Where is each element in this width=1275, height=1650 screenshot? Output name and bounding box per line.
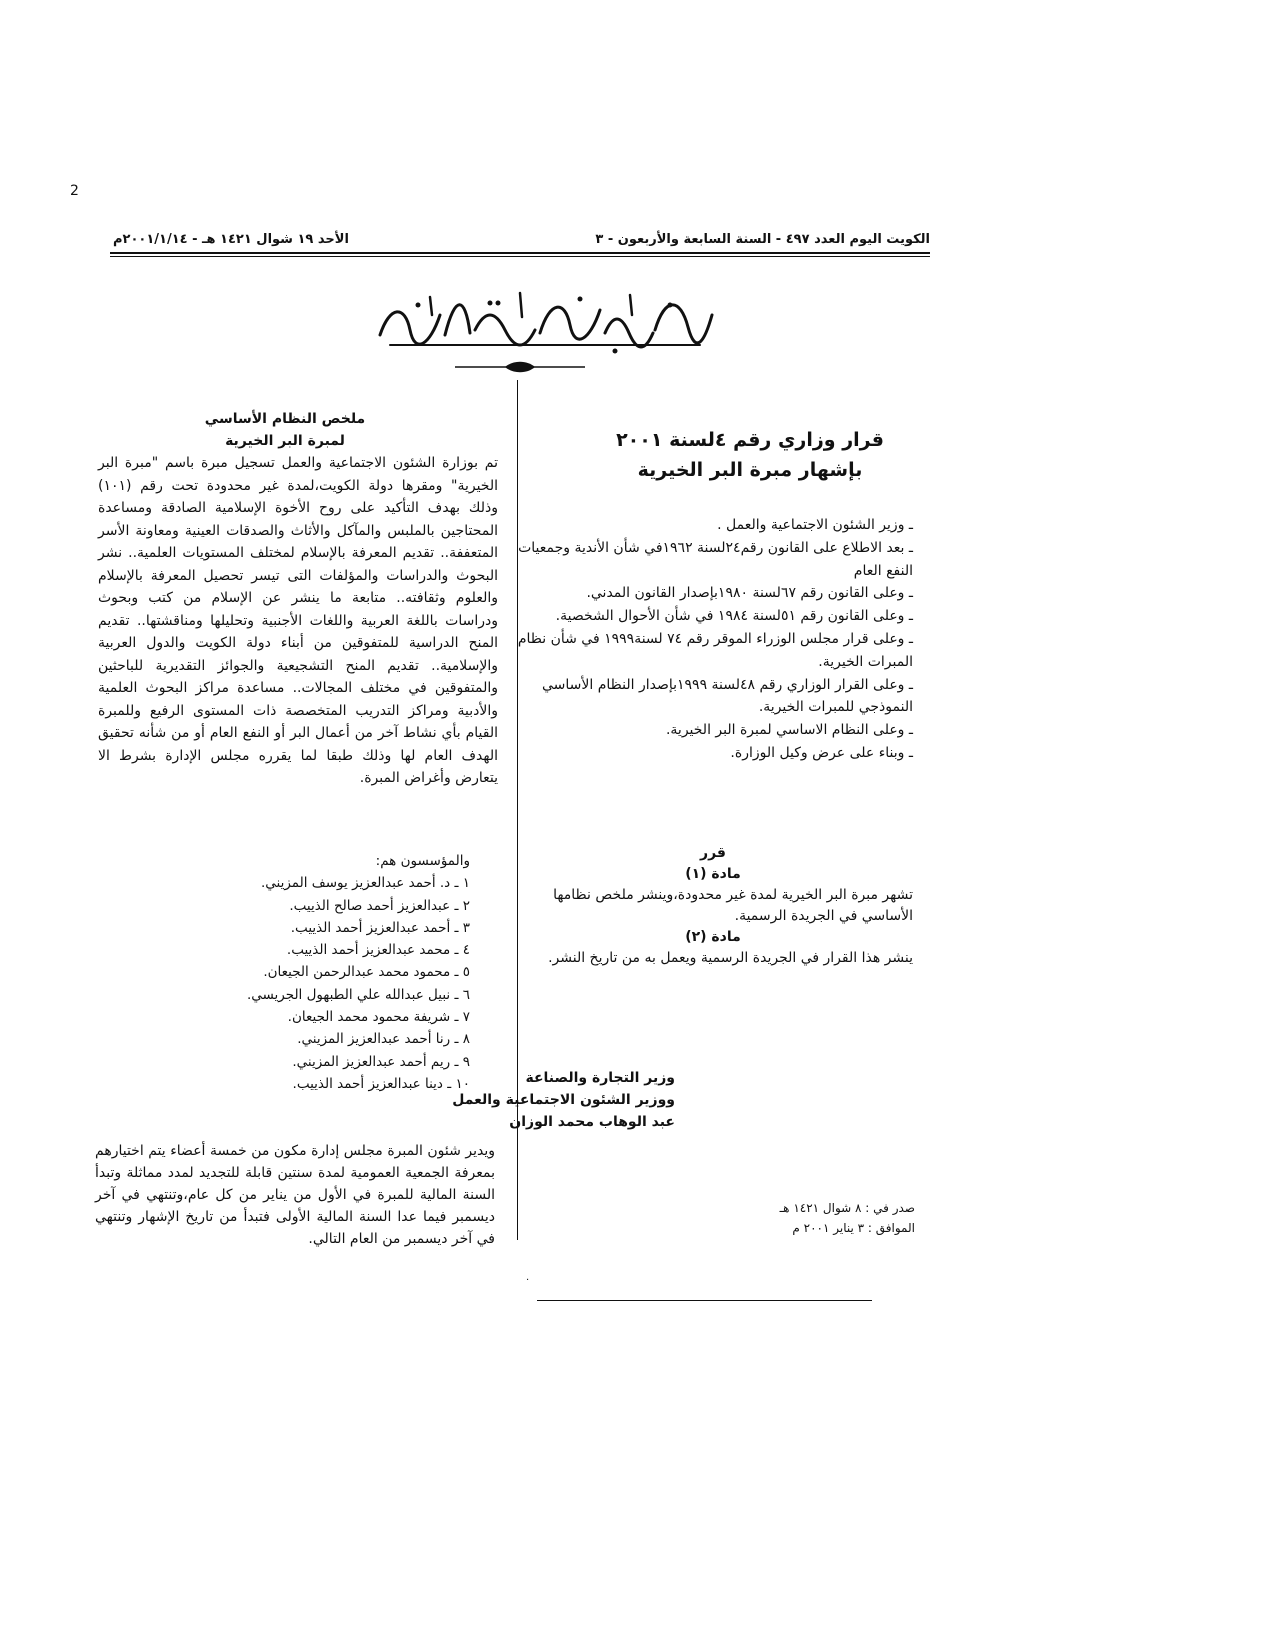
preamble-clause: ـ بعد الاطلاع على القانون رقم٢٤لسنة ١٩٦٢في شأن الأندية وجمعيات النفع العام [518,539,913,579]
decree-preamble [513,514,913,765]
decree-title-line1: قرار وزاري رقم ٤لسنة ٢٠٠١ [616,429,884,451]
decree-title [590,425,910,485]
article2-text: ينشر هذا القرار في الجريدة الرسمية ويعمل به من تاريخ النشر. [548,950,913,966]
decree-title-line2: بإشهار مبرة البر الخيرية [637,459,863,481]
founder-item: ٢ ـ عبدالعزيز أحمد صالح الذييب. [289,897,470,914]
summary-body: تم بوزارة الشئون الاجتماعية والعمل تسجيل مبرة باسم "مبرة البر الخيرية" ومقرها دولة الكويت،لمدة غير محدودة تحت رقم (١٠١) وذلك بهدف التأكيد على روح الأخوة الإسلامية الصادقة ومساعدة المحتاجين بالملبس والمآكل والأثاث والصدقات العينية ومعاونة الأسر المتعففة.. تقديم المعرفة بالإسلام لمختلف المستويات العلمية.. نشر البحوث والدراسات والمؤلفات التى تيسر تحصيل المعرفة بالإسلام والعلوم وثقافته.. متابعة ما ينشر عن الإسلام من كتب وبحوث ودراسات باللغة العربية واللغات الأجنبية وتحليلها ومناقشتها.. تقديم المنح الدراسية للمتفوقين من أبناء دولة الكويت والدول العربية والإسلامية.. تقديم المنح التشجيعية والجوائز التقديرية للباحثين والمتفوقين في مختلف المجالات.. مساعدة مراكز البحوث العلمية والأدبية ومراكز التدريب المتخصصة ذات المستوى الرفيع وللمبرة القيام بأي نشاط آخر من أعمال البر أو النفع العام أو من شأنه تحقيق الهدف العام لها وذلك طبقا لما يقرره مجلس الإدارة بشرط الا يتعارض وأغراض المبرة. [98,455,498,786]
founder-item: ٩ ـ ريم أحمد عبدالعزيز المزيني. [292,1053,470,1070]
header-date: الأحد ١٩ شوال ١٤٢١ هـ - ٢٠٠١/١/١٤م [113,232,349,247]
article1-text: تشهر مبرة البر الخيرية لمدة غير محدودة،وينشر ملخص نظامها الأساسي في الجريدة الرسمية. [553,887,913,924]
decree-decision [513,843,913,969]
stray-mark: · [526,1275,530,1286]
founders-list [200,850,470,1095]
summary-title-line1: ملخص النظام الأساسي [204,411,366,427]
header-rule-thin [110,256,930,257]
preamble-clause: ـ وزير الشئون الاجتماعية والعمل . [717,517,913,533]
founder-item: ٧ ـ شريفة محمود محمد الجيعان. [287,1009,470,1026]
founder-item: ٥ ـ محمود محمد عبدالرحمن الجيعان. [263,964,470,981]
board-paragraph: ويدير شئون المبرة مجلس إدارة مكون من خمسة أعضاء يتم اختيارهم بمعرفة الجمعية العمومية لمدة سنتين قابلة للتجديد لمدد مماثلة وتبدأ السنة المالية للمبرة في الأول من يناير من كل عام،وتنتهي في آخر ديسمبر فيما عدا السنة المالية الأولى فتبدأ من تاريخ الإشهار وتنتهي في آخر ديسمبر من العام التالي. [95,1143,495,1247]
decided-heading: قرر [700,845,726,861]
minister-title-2: ووزير الشئون الاجتماعية والعمل [452,1092,675,1108]
preamble-clause: ـ وعلى قرار مجلس الوزراء الموقر رقم ٧٤ لسنة١٩٩٩ في شأن نظام المبرات الخيرية. [517,630,913,670]
ornament-divider [455,360,585,374]
minister-title-1: وزير التجارة والصناعة [525,1070,675,1086]
founder-item: ١٠ ـ دينا عبدالعزيز أحمد الذييب. [292,1075,470,1092]
preamble-clause: ـ وعلى القانون رقم ٥١لسنة ١٩٨٤ في شأن الأحوال الشخصية. [555,608,913,625]
minister-name: عبد الوهاب محمد الوزان [509,1114,675,1130]
ministry-calligraphy-logo [370,285,720,355]
footer-rule [537,1300,872,1301]
page-mark: 2 [70,183,79,199]
issued-hijri: صدر في : ٨ شوال ١٤٢١ هـ [779,1201,915,1215]
founder-item: ٨ ـ رنا أحمد عبدالعزيز المزيني. [297,1031,470,1048]
summary-title-line2: لمبرة البر الخيرية [225,433,345,449]
founder-item: ٤ ـ محمد عبدالعزيز أحمد الذييب. [286,942,470,959]
founder-item: ٦ ـ نبيل عبدالله علي الطبهول الجريسي. [246,986,470,1003]
preamble-clause: ـ وعلى النظام الاساسي لمبرة البر الخيرية. [665,722,913,739]
header-issue-info: الكويت اليوم العدد ٤٩٧ - السنة السابعة والأربعون - ٣ [595,232,930,247]
founders-title: والمؤسسون هم: [375,853,470,869]
founder-item: ٣ ـ أحمد عبدالعزيز أحمد الذييب. [290,919,470,936]
logo-text: وزارة الشؤون الاجتماعية والعمل [538,353,552,354]
header-rule [110,252,930,254]
issue-date [695,1198,915,1238]
founder-item: ١ ـ د. أحمد عبدالعزيز يوسف المزيني. [260,875,470,892]
article1-title: مادة (١) [685,866,741,882]
preamble-clause: ـ وعلى القرار الوزاري رقم ٤٨لسنة ١٩٩٩بإصدار النظام الأساسي النموذجي للمبرات الخيرية. [541,676,913,716]
preamble-clause: ـ وعلى القانون رقم ٦٧لسنة ١٩٨٠بإصدار القانون المدني. [586,585,913,602]
article2-title: مادة (٢) [685,929,741,945]
issued-gregorian: الموافق : ٣ يناير ٢٠٠١ م [792,1221,915,1235]
summary-title [190,408,380,452]
preamble-clause: ـ وبناء على عرض وكيل الوزارة. [730,744,913,761]
